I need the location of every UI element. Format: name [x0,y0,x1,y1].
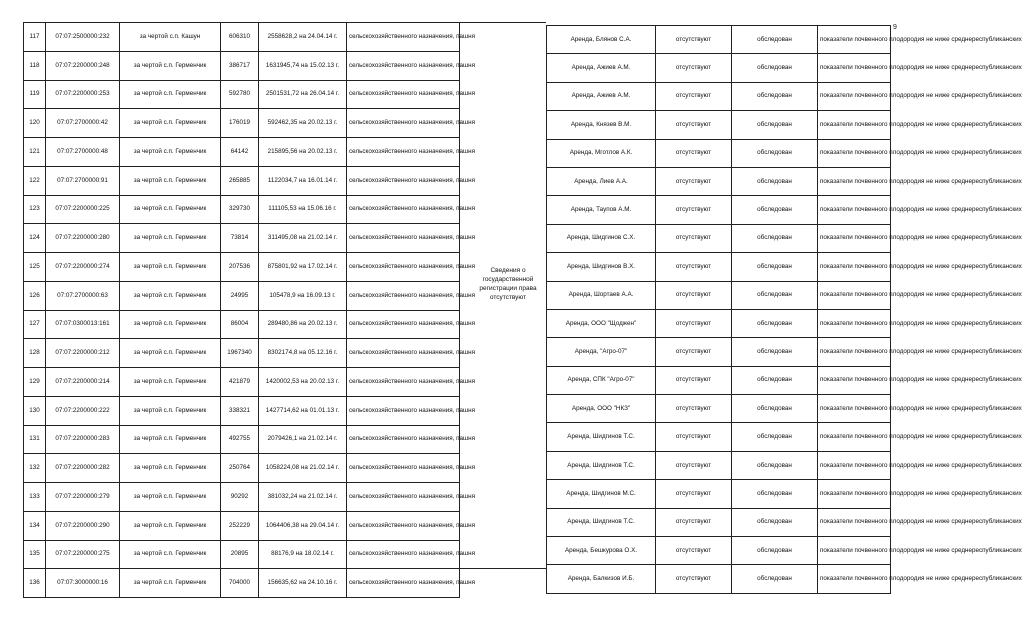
soil-indicator-cell: показатели почвенного плодородия не ниже среднереспубликанских [818,395,891,423]
area-cell: 207536 [221,253,259,282]
row-number-cell: 135 [24,540,46,569]
table-row [547,224,891,252]
cadastral-number-cell: 07:07:2200000:212 [46,339,120,368]
area-cell: 592780 [221,80,259,109]
encumbrance-cell: отсутствуют [656,167,732,195]
location-cell: за чертой с.п. Герменчик [120,253,221,282]
row-number-cell: 133 [24,483,46,512]
cadastral-value-cell: 1058224,08 на 21.02.14 г. [259,454,347,483]
area-cell: 329730 [221,195,259,224]
land-purpose-cell: сельскохозяйственного назначения, пашня [347,166,460,195]
row-number-cell: 123 [24,195,46,224]
land-plots-table-left [23,22,475,598]
soil-indicator-cell: показатели почвенного плодородия не ниже среднереспубликанских [818,309,891,337]
cadastral-number-cell: 07:07:2200000:282 [46,454,120,483]
cadastral-value-cell: 215895,56 на 20.02.13 г. [259,138,347,167]
soil-indicator-cell: показатели почвенного плодородия не ниже среднереспубликанских [818,423,891,451]
survey-status-cell: обследован [732,423,818,451]
survey-status-cell: обследован [732,167,818,195]
cadastral-number-cell: 07:07:2200000:214 [46,368,120,397]
soil-indicator-cell: показатели почвенного плодородия не ниже среднереспубликанских [818,480,891,508]
cadastral-value-cell: 1427714,62 на 01.01.13 г. [259,396,347,425]
cadastral-value-cell: 1122034,7 на 16.01.14 г. [259,166,347,195]
table-row [547,423,891,451]
row-number-cell: 129 [24,368,46,397]
encumbrance-cell: отсутствуют [656,423,732,451]
survey-status-cell: обследован [732,253,818,281]
row-number-cell: 128 [24,339,46,368]
survey-status-cell: обследован [732,26,818,54]
cadastral-value-cell: 2501531,72 на 26.04.14 г. [259,80,347,109]
table-row [24,281,460,310]
row-number-cell: 118 [24,51,46,80]
table-row [24,109,460,138]
location-cell: за чертой с.п. Герменчик [120,511,221,540]
table-row [547,139,891,167]
cadastral-number-cell: 07:07:2700000:91 [46,166,120,195]
soil-indicator-cell: показатели почвенного плодородия не ниже среднереспубликанских [818,565,891,593]
land-purpose-cell: сельскохозяйственного назначения, пашня [347,368,460,397]
land-purpose-cell: сельскохозяйственного назначения, пашня [347,425,460,454]
cadastral-number-cell: 07:07:2500000:232 [46,23,120,52]
land-purpose-cell: сельскохозяйственного назначения, пашня [347,80,460,109]
soil-indicator-cell: показатели почвенного плодородия не ниже среднереспубликанских [818,196,891,224]
soil-indicator-cell: показатели почвенного плодородия не ниже среднереспубликанских [818,537,891,565]
cadastral-value-cell: 1631945,74 на 15.02.13 г. [259,51,347,80]
encumbrance-cell: отсутствуют [656,480,732,508]
row-number-cell: 119 [24,80,46,109]
area-cell: 24995 [221,281,259,310]
encumbrance-cell: отсутствуют [656,224,732,252]
location-cell: за чертой с.п. Герменчик [120,224,221,253]
lease-cell: Аренда, Шидгинов В.Х. [547,253,656,281]
area-cell: 265885 [221,166,259,195]
lease-cell: Аренда, Балкизов И.Б. [547,565,656,593]
lease-cell: Аренда, Шортаев А.А. [547,281,656,309]
cadastral-number-cell: 07:07:2200000:248 [46,51,120,80]
area-cell: 90292 [221,483,259,512]
soil-indicator-cell: показатели почвенного плодородия не ниже среднереспубликанских [818,338,891,366]
table-row [547,111,891,139]
area-cell: 338321 [221,396,259,425]
land-purpose-cell: сельскохозяйственного назначения, пашня [347,483,460,512]
survey-status-cell: обследован [732,309,818,337]
lease-cell: Аренда, Блянов С.А. [547,26,656,54]
area-cell: 606310 [221,23,259,52]
table-row [24,339,460,368]
soil-indicator-cell: показатели почвенного плодородия не ниже среднереспубликанских [818,253,891,281]
encumbrance-cell: отсутствуют [656,111,732,139]
lease-cell: Аренда, Шидгинов М.С. [547,480,656,508]
cadastral-value-cell: 1420002,53 на 20.02.13 г. [259,368,347,397]
row-number-cell: 132 [24,454,46,483]
cadastral-value-cell: 311495,08 на 21.02.14 г. [259,224,347,253]
bracket-line-bottom [459,568,546,569]
table-row [24,425,460,454]
registration-note: Сведения о государственной регистрации права отсутствуют [479,267,537,301]
lease-cell: Аренда, Князев В.М. [547,111,656,139]
land-plots-table-right [546,25,1022,594]
row-number-cell: 126 [24,281,46,310]
row-number-cell: 121 [24,138,46,167]
encumbrance-cell: отсутствуют [656,338,732,366]
cadastral-number-cell: 07:07:2200000:283 [46,425,120,454]
table-row [24,511,460,540]
cadastral-number-cell: 07:07:0300013:161 [46,310,120,339]
cadastral-value-cell: 289480,86 на 20.02.13 г. [259,310,347,339]
area-cell: 176019 [221,109,259,138]
land-purpose-cell: сельскохозяйственного назначения, пашня [347,396,460,425]
table-row [547,26,891,54]
area-cell: 250764 [221,454,259,483]
row-number-cell: 125 [24,253,46,282]
soil-indicator-cell: показатели почвенного плодородия не ниже среднереспубликанских [818,82,891,110]
cadastral-value-cell: 156635,62 на 24.10.16 г. [259,569,347,598]
location-cell: за чертой с.п. Герменчик [120,368,221,397]
land-purpose-cell: сельскохозяйственного назначения, пашня [347,511,460,540]
encumbrance-cell: отсутствуют [656,139,732,167]
cadastral-number-cell: 07:07:2200000:290 [46,511,120,540]
encumbrance-cell: отсутствуют [656,26,732,54]
cadastral-number-cell: 07:07:2700000:42 [46,109,120,138]
cadastral-value-cell: 88176,9 на 18.02.14 г. [259,540,347,569]
lease-cell: Аренда, Шидгинов Т.С. [547,423,656,451]
soil-indicator-cell: показатели почвенного плодородия не ниже среднереспубликанских [818,508,891,536]
cadastral-number-cell: 07:07:3000000:16 [46,569,120,598]
cadastral-number-cell: 07:07:2200000:279 [46,483,120,512]
table-row [547,395,891,423]
table-row [24,483,460,512]
location-cell: за чертой с.п. Герменчик [120,195,221,224]
table-row [547,451,891,479]
table-row [24,454,460,483]
table-row [547,338,891,366]
table-row [547,167,891,195]
encumbrance-cell: отсутствуют [656,196,732,224]
encumbrance-cell: отсутствуют [656,565,732,593]
table-row [547,309,891,337]
encumbrance-cell: отсутствуют [656,54,732,82]
row-number-cell: 131 [24,425,46,454]
cadastral-value-cell: 2079426,1 на 21.02.14 г. [259,425,347,454]
table-row [547,537,891,565]
row-number-cell: 124 [24,224,46,253]
survey-status-cell: обследован [732,111,818,139]
location-cell: за чертой с.п. Герменчик [120,138,221,167]
lease-cell: Аренда, "Агро-07" [547,338,656,366]
land-purpose-cell: сельскохозяйственного назначения, пашня [347,454,460,483]
encumbrance-cell: отсутствуют [656,253,732,281]
survey-status-cell: обследован [732,338,818,366]
cadastral-number-cell: 07:07:2200000:222 [46,396,120,425]
lease-cell: Аренда, ООО "Щоджен" [547,309,656,337]
lease-cell: Аренда, Шидгинов С.Х. [547,224,656,252]
encumbrance-cell: отсутствуют [656,366,732,394]
survey-status-cell: обследован [732,281,818,309]
cadastral-value-cell: 875801,92 на 17.02.14 г. [259,253,347,282]
area-cell: 64142 [221,138,259,167]
bracket-line-top [459,22,546,23]
lease-cell: Аренда, Шидгинов Т.С. [547,451,656,479]
table-row [24,540,460,569]
cadastral-number-cell: 07:07:2700000:63 [46,281,120,310]
land-purpose-cell: сельскохозяйственного назначения, пашня [347,23,460,52]
cadastral-value-cell: 2558628,2 на 24.04.14 г. [259,23,347,52]
cadastral-number-cell: 07:07:2200000:225 [46,195,120,224]
location-cell: за чертой с.п. Герменчик [120,51,221,80]
table-row [24,569,460,598]
survey-status-cell: обследован [732,537,818,565]
location-cell: за чертой с.п. Герменчик [120,310,221,339]
soil-indicator-cell: показатели почвенного плодородия не ниже среднереспубликанских [818,167,891,195]
lease-cell: Аренда, Таупов А.М. [547,196,656,224]
land-purpose-cell: сельскохозяйственного назначения, пашня [347,224,460,253]
cadastral-number-cell: 07:07:2200000:274 [46,253,120,282]
location-cell: за чертой с.п. Герменчик [120,166,221,195]
table-row [24,368,460,397]
soil-indicator-cell: показатели почвенного плодородия не ниже среднереспубликанских [818,366,891,394]
area-cell: 86004 [221,310,259,339]
survey-status-cell: обследован [732,508,818,536]
area-cell: 421879 [221,368,259,397]
table-row [547,196,891,224]
survey-status-cell: обследован [732,480,818,508]
table-row [547,565,891,593]
location-cell: за чертой с.п. Герменчик [120,569,221,598]
table-row [24,80,460,109]
encumbrance-cell: отсутствуют [656,309,732,337]
table-row [24,23,460,52]
land-purpose-cell: сельскохозяйственного назначения, пашня [347,310,460,339]
table-row [547,480,891,508]
table-row [24,253,460,282]
location-cell: за чертой с.п. Герменчик [120,109,221,138]
lease-cell: Аренда, Бешкурова О.Х. [547,537,656,565]
cadastral-value-cell: 381032,24 на 21.02.14 г. [259,483,347,512]
cadastral-value-cell: 105478,9 на 16.09.13 г. [259,281,347,310]
row-number-cell: 120 [24,109,46,138]
survey-status-cell: обследован [732,139,818,167]
survey-status-cell: обследован [732,366,818,394]
survey-status-cell: обследован [732,565,818,593]
location-cell: за чертой с.п. Герменчик [120,425,221,454]
encumbrance-cell: отсутствуют [656,508,732,536]
cadastral-number-cell: 07:07:2200000:253 [46,80,120,109]
soil-indicator-cell: показатели почвенного плодородия не ниже среднереспубликанских [818,26,891,54]
table-row [24,51,460,80]
lease-cell: Аренда, Ажиев А.М. [547,82,656,110]
table-row [24,396,460,425]
land-purpose-cell: сельскохозяйственного назначения, пашня [347,51,460,80]
survey-status-cell: обследован [732,196,818,224]
cadastral-number-cell: 07:07:2200000:280 [46,224,120,253]
lease-cell: Аренда, СПК "Агро-07" [547,366,656,394]
survey-status-cell: обследован [732,224,818,252]
location-cell: за чертой с.п. Кашун [120,23,221,52]
location-cell: за чертой с.п. Герменчик [120,339,221,368]
row-number-cell: 117 [24,23,46,52]
row-number-cell: 122 [24,166,46,195]
table-row [24,166,460,195]
encumbrance-cell: отсутствуют [656,82,732,110]
land-purpose-cell: сельскохозяйственного назначения, пашня [347,109,460,138]
row-number-cell: 134 [24,511,46,540]
survey-status-cell: обследован [732,451,818,479]
encumbrance-cell: отсутствуют [656,281,732,309]
cadastral-value-cell: 1064406,38 на 29.04.14 г. [259,511,347,540]
area-cell: 704000 [221,569,259,598]
cadastral-value-cell: 592462,35 на 20.02.13 г. [259,109,347,138]
land-purpose-cell: сельскохозяйственного назначения, пашня [347,253,460,282]
lease-cell: Аренда, Шидгинов Т.С. [547,508,656,536]
cadastral-number-cell: 07:07:2700000:48 [46,138,120,167]
area-cell: 492755 [221,425,259,454]
table-row [547,366,891,394]
lease-cell: Аренда, ООО "НКЗ" [547,395,656,423]
area-cell: 20895 [221,540,259,569]
lease-cell: Аренда, Мготлов А.К. [547,139,656,167]
lease-cell: Аренда, Ажиев А.М. [547,54,656,82]
location-cell: за чертой с.п. Герменчик [120,540,221,569]
cadastral-value-cell: 8302174,8 на 05.12.16 г. [259,339,347,368]
soil-indicator-cell: показатели почвенного плодородия не ниже среднереспубликанских [818,224,891,252]
table-row [547,54,891,82]
land-purpose-cell: сельскохозяйственного назначения, пашня [347,569,460,598]
soil-indicator-cell: показатели почвенного плодородия не ниже среднереспубликанских [818,451,891,479]
encumbrance-cell: отсутствуют [656,451,732,479]
soil-indicator-cell: показатели почвенного плодородия не ниже среднереспубликанских [818,54,891,82]
table-row [24,224,460,253]
area-cell: 1967340 [221,339,259,368]
cadastral-value-cell: 111105,53 на 15.06.16 г. [259,195,347,224]
land-purpose-cell: сельскохозяйственного назначения, пашня [347,281,460,310]
table-row [547,82,891,110]
row-number-cell: 127 [24,310,46,339]
table-row [547,281,891,309]
location-cell: за чертой с.п. Герменчик [120,80,221,109]
location-cell: за чертой с.п. Герменчик [120,483,221,512]
table-row [547,253,891,281]
location-cell: за чертой с.п. Герменчик [120,281,221,310]
land-purpose-cell: сельскохозяйственного назначения, пашня [347,138,460,167]
encumbrance-cell: отсутствуют [656,395,732,423]
survey-status-cell: обследован [732,395,818,423]
lease-cell: Аренда, Лиев А.А. [547,167,656,195]
survey-status-cell: обследован [732,82,818,110]
cadastral-number-cell: 07:07:2200000:275 [46,540,120,569]
survey-status-cell: обследован [732,54,818,82]
land-purpose-cell: сельскохозяйственного назначения, пашня [347,339,460,368]
location-cell: за чертой с.п. Герменчик [120,454,221,483]
land-purpose-cell: сельскохозяйственного назначения, пашня [347,195,460,224]
soil-indicator-cell: показатели почвенного плодородия не ниже среднереспубликанских [818,139,891,167]
area-cell: 386717 [221,51,259,80]
land-purpose-cell: сельскохозяйственного назначения, пашня [347,540,460,569]
area-cell: 73814 [221,224,259,253]
area-cell: 252229 [221,511,259,540]
table-row [24,310,460,339]
location-cell: за чертой с.п. Герменчик [120,396,221,425]
encumbrance-cell: отсутствуют [656,537,732,565]
soil-indicator-cell: показатели почвенного плодородия не ниже среднереспубликанских [818,111,891,139]
soil-indicator-cell: показатели почвенного плодородия не ниже среднереспубликанских [818,281,891,309]
page-number: 9 [893,24,897,31]
row-number-cell: 130 [24,396,46,425]
table-row [24,138,460,167]
table-row [24,195,460,224]
table-row [547,508,891,536]
row-number-cell: 136 [24,569,46,598]
